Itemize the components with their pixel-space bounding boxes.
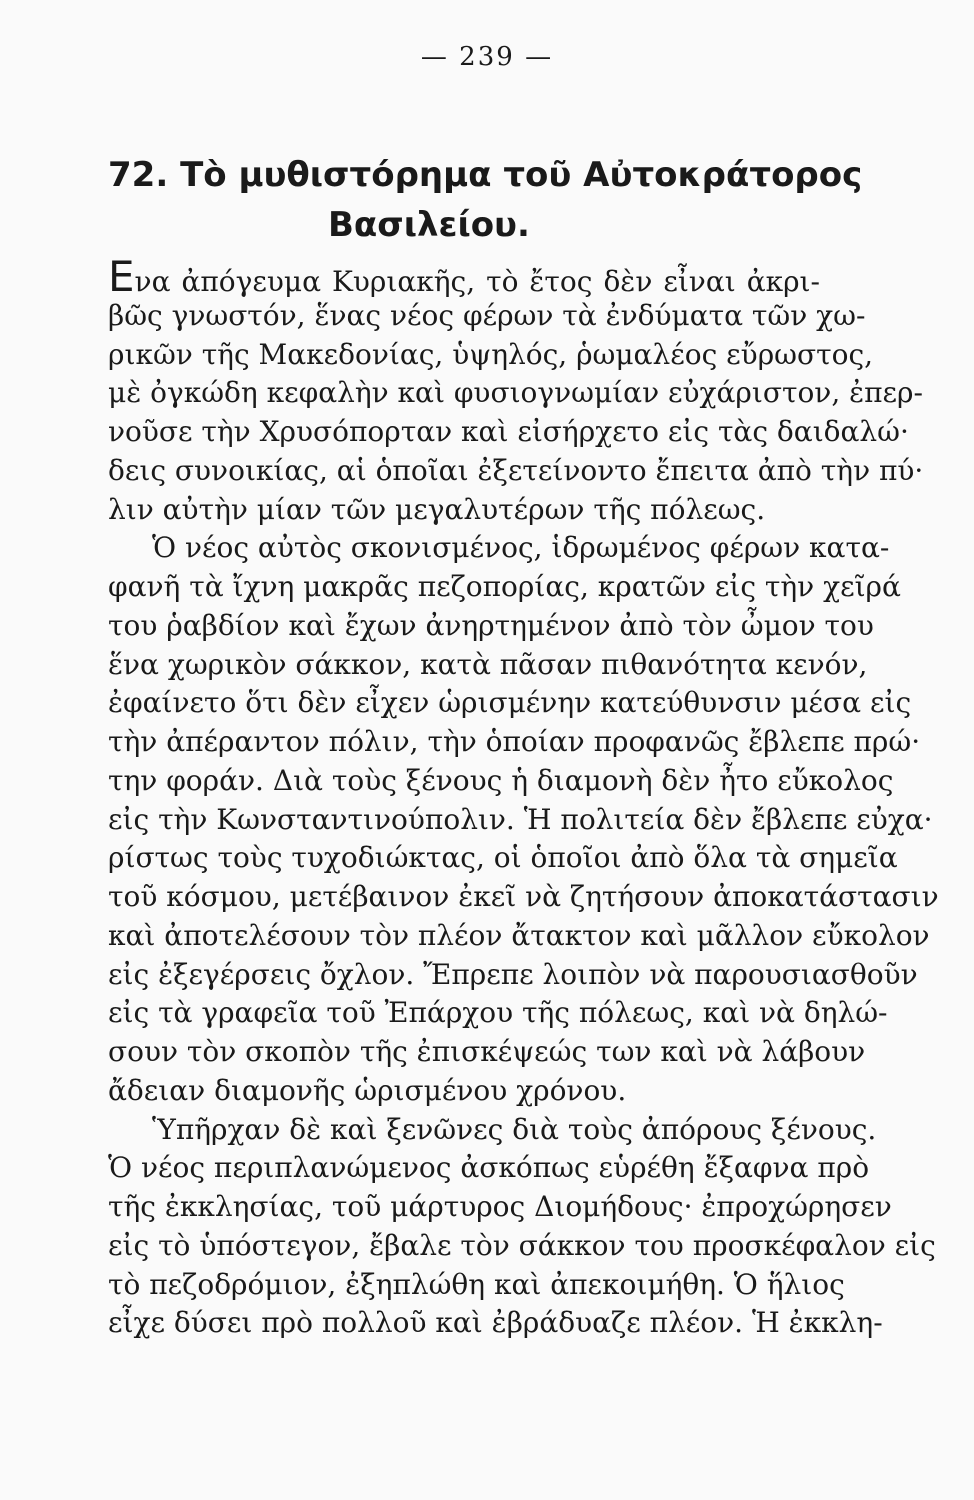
text-line: τοῦ κόσμου, μετέβαινον ἐκεῖ νὰ ζητήσουν ἀποκατάστασιν [108,880,939,913]
text-line: Ὑπῆρχαν δὲ καὶ ξενῶνες διὰ τοὺς ἀπόρους ξένους. [152,1112,877,1146]
text-line: εἰς τὸ ὑπόστεγον, ἔβαλε τὸν σάκκον του προσκέφαλον εἰς [108,1228,936,1262]
page-number: — 239 — [420,42,554,72]
text-line: ρίστως τοὺς τυχοδιώκτας, οἱ ὁποῖοι ἀπὸ ὅλα τὰ σημεῖα [108,841,898,875]
text-line-content: να ἀπόγευμα Κυριακῆς, τὸ ἔτος δὲν εἶναι ἀκρι- [134,265,820,298]
text-line: δεις συνοικίας, αἱ ὁποῖαι ἐξετείνοντο ἔπειτα ἀπὸ τὴν πύ· [108,453,924,487]
chapter-heading-line-1: 72. Τὸ μυθιστόρημα τοῦ Αὐτοκράτορος [108,155,863,195]
body-text [108,252,939,1343]
text-line: τὸ πεζοδρόμιον, ἐξηπλώθη καὶ ἀπεκοιμήθη. Ὁ ἥλιος [108,1267,845,1301]
text-line: μὲ ὀγκώδη κεφαλὴν καὶ φυσιογνωμίαν εὐχάριστον, ἐπερ- [108,376,923,410]
chapter-heading [108,150,868,250]
text-line: την φοράν. Διὰ τοὺς ξένους ἡ διαμονὴ δὲν ἦτο εὔκολος [108,763,894,797]
text-line: ἐφαίνετο ὅτι δὲν εἶχεν ὡρισμένην κατεύθυνσιν μέσα εἰς [108,686,912,720]
text-line: φανῆ τὰ ἴχνη μακρᾶς πεζοπορίας, κρατῶν εἰς τὴν χεῖρά [108,570,901,603]
text-line: ἕνα χωρικὸν σάκκον, κατὰ πᾶσαν πιθανότητα κενόν, [108,647,868,681]
text-line: τῆς ἐκκλησίας, τοῦ μάρτυρος Διομήδους· ἐπροχώρησεν [108,1190,892,1223]
text-line: τὴν ἀπέραντον πόλιν, τὴν ὁποίαν προφανῶς ἔβλεπε πρώ· [108,725,921,758]
text-line: λιν αὐτὴν μίαν τῶν μεγαλυτέρων τῆς πόλεως. [108,492,766,526]
text-line: εἰς τὴν Κωνσταντινούπολιν. Ἡ πολιτεία δὲν ἔβλεπε εὐχα· [108,802,933,836]
text-line: σουν τὸν σκοπὸν τῆς ἐπισκέψεώς των καὶ νὰ λάβουν [108,1035,866,1068]
chapter-heading-line-2: Βασιλείου. [328,205,530,245]
text-line: βῶς γνωστόν, ἕνας νέος φέρων τὰ ἐνδύματα τῶν χω- [108,298,866,332]
text-line: νοῦσε τὴν Χρυσόπορταν καὶ εἰσήρχετο εἰς τὰς δαιδαλώ· [108,415,909,448]
text-line: Ὁ νέος αὐτὸς σκονισμένος, ἱδρωμένος φέρων κατα- [152,531,890,565]
text-line: Ὁ νέος περιπλανώμενος ἀσκόπως εὑρέθη ἔξαφνα πρὸ [108,1151,870,1185]
text-line: εἰς τὰ γραφεῖα τοῦ Ἐπάρχου τῆς πόλεως, καὶ νὰ δηλώ- [108,996,888,1030]
text-line [108,252,820,301]
text-line: καὶ ἀποτελέσουν τὸν πλέον ἄτακτον καὶ μᾶλλον εὔκολον [108,918,930,952]
text-line: εἰς ἐξεγέρσεις ὄχλον. Ἔπρεπε λοιπὸν νὰ παρουσιασθοῦν [108,957,918,991]
text-line: ρικῶν τῆς Μακεδονίας, ὑψηλός, ῥωμαλέος εὔρωστος, [108,337,874,371]
text-line: εἶχε δύσει πρὸ πολλοῦ καὶ ἐβράδυαζε πλέον. Ἡ ἐκκλη- [108,1306,883,1340]
drop-cap: Ε [108,252,135,301]
text-line: του ῥαβδίον καὶ ἔχων ἀνηρτημένον ἀπὸ τὸν ὦμον του [108,608,874,642]
text-line: ἄδειαν διαμονῆς ὡρισμένου χρόνου. [108,1073,627,1107]
